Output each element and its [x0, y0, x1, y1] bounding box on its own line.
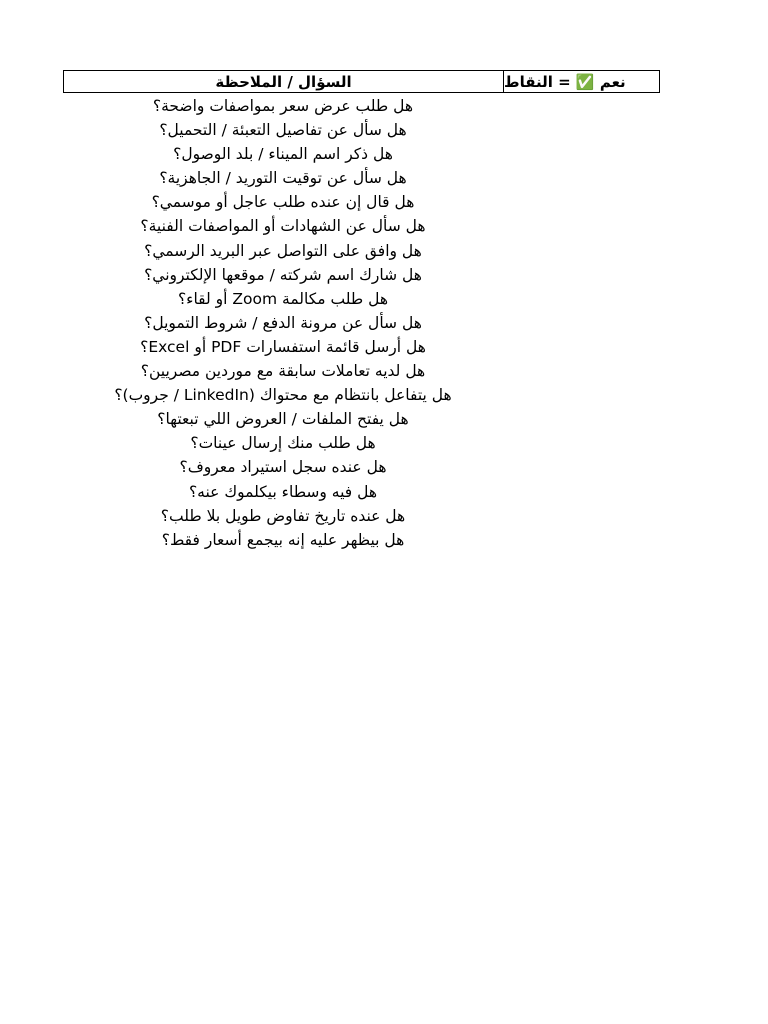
- question-item: هل شارك اسم شركته / موقعها الإلكتروني؟: [144, 265, 422, 284]
- header-points-label: نعم ✅ = النقاط: [504, 72, 626, 91]
- header-points-cell: [504, 71, 659, 92]
- question-item: هل سأل عن توقيت التوريد / الجاهزية؟: [159, 169, 407, 188]
- header-table: [63, 70, 660, 93]
- question-item: هل طلب عرض سعر بمواصفات واضحة؟: [152, 97, 414, 115]
- header-question-cell: [64, 71, 504, 92]
- question-item: هل وافق على التواصل عبر البريد الرسمي؟: [144, 241, 422, 260]
- question-item: هل يفتح الملفات / العروض اللي تبعتها؟: [157, 410, 409, 429]
- question-item: هل أرسل قائمة استفسارات PDF أو Excel؟: [140, 337, 426, 356]
- question-item: هل سأل عن الشهادات أو المواصفات الفنية؟: [140, 217, 426, 236]
- question-item: هل يتفاعل بانتظام مع محتواك (LinkedIn / جروب)؟: [114, 386, 452, 405]
- question-item: هل بيظهر عليه إنه بيجمع أسعار فقط؟: [161, 530, 405, 549]
- question-item: هل سأل عن تفاصيل التعبئة / التحميل؟: [159, 121, 407, 140]
- question-item: هل سأل عن مرونة الدفع / شروط التمويل؟: [144, 313, 422, 332]
- question-item: هل فيه وسطاء بيكلموك عنه؟: [188, 482, 378, 501]
- question-item: هل طلب مكالمة Zoom أو لقاء؟: [177, 289, 389, 308]
- question-item: هل طلب منك إرسال عينات؟: [190, 434, 376, 453]
- question-item: هل عنده تاريخ تفاوض طويل بلا طلب؟: [160, 506, 406, 525]
- question-list: [63, 94, 503, 552]
- question-item: هل لديه تعاملات سابقة مع موردين مصريين؟: [140, 362, 426, 381]
- question-item: هل عنده سجل استيراد معروف؟: [179, 458, 387, 477]
- header-question-label: السؤال / الملاحظة: [215, 72, 352, 91]
- question-item: هل ذكر اسم الميناء / بلد الوصول؟: [173, 145, 393, 164]
- question-item: هل قال إن عنده طلب عاجل أو موسمي؟: [151, 193, 415, 212]
